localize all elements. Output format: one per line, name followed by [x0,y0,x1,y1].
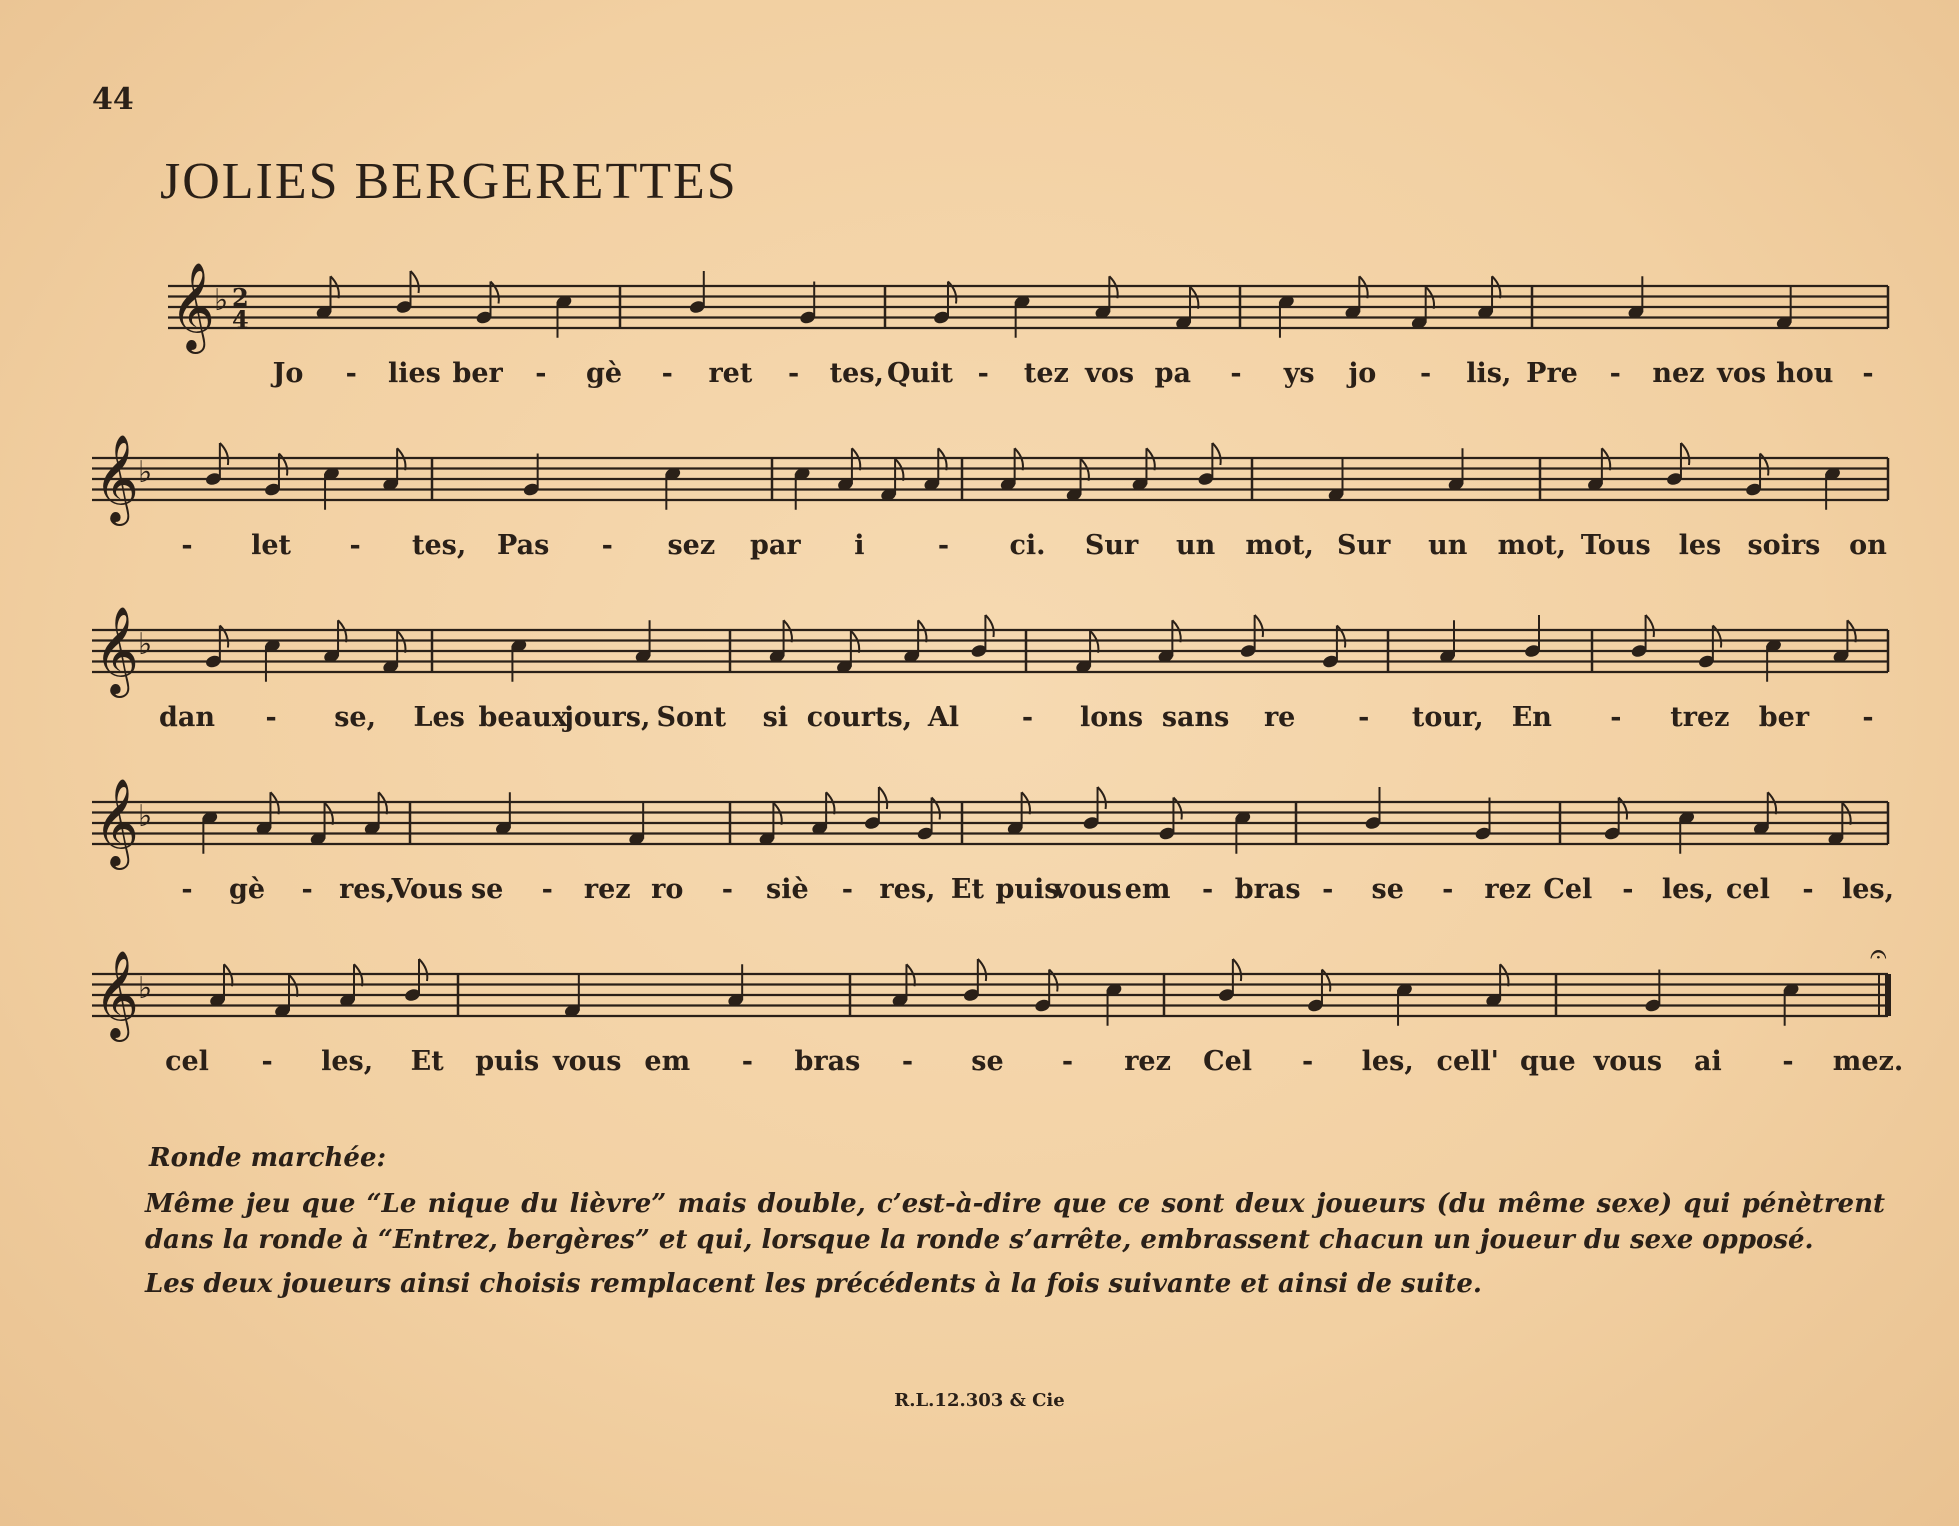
note-flag [411,271,419,293]
lyric-syllable: trez [1670,702,1730,733]
lyric-syllable: ber [1758,702,1810,733]
note-flag [948,282,956,304]
note-flag [289,975,297,997]
lyric-syllable: les [1678,530,1722,561]
instructions-heading: Ronde marchée: [149,1143,387,1173]
lyric-syllable: tes, [412,530,467,561]
fermata-icon: 𝄐 [1870,937,1887,972]
lyric-syllable: em [1124,874,1171,905]
lyric-syllable: jours, [564,702,651,733]
note-flag [224,964,232,986]
lyric-syllable: rez [1484,874,1532,905]
lyric-syllable: bras [1234,874,1301,905]
lyric-syllable: se [1371,874,1404,905]
note-flag [419,959,427,981]
lyric-syllable: - [535,358,547,389]
time-signature-bottom: 4 [232,305,249,334]
song-title: JOLIES BERGERETTES [160,153,738,210]
lyric-syllable: - [1622,874,1634,905]
lyric-syllable: les, [1361,1046,1414,1077]
flat-icon: ♭ [138,455,153,490]
note-flag [879,787,887,809]
instructions-paragraph-1: Même jeu que “Le nique du lièvre” mais double, c’est-à-dire que ce sont deux joueurs (du même sexe) qui pénètrent dans la ronde à “Entrez, bergères” et qui, lorsque la ronde s’arrête, embrassent chacun un joueur du sexe opposé. [145,1189,1885,1255]
lyric-syllable: jo [1348,358,1377,389]
note-flag [985,615,993,637]
lyric-syllable: tour, [1411,702,1484,733]
publisher-code: R.L.12.303 & Cie [894,1390,1065,1411]
note-flag [1081,459,1089,481]
note-flag [1359,276,1367,298]
lyric-syllable: re [1263,702,1296,733]
lyric-syllable: hou [1776,358,1834,389]
lyric-syllable: par [750,530,801,561]
note-flag [1109,276,1117,298]
lyric-syllable: em [644,1046,691,1077]
lyric-syllable: on [1849,530,1887,561]
note-flag [852,448,860,470]
note-flag [1492,276,1500,298]
note-flag [1173,798,1181,820]
lyric-syllable: puis [475,1046,540,1077]
lyric-syllable: Quit [887,358,953,389]
note-flag [397,448,405,470]
note-flag [220,443,228,465]
lyric-syllable: vous [552,1046,622,1077]
page-number: 44 [92,82,134,117]
lyric-syllable: sans [1161,702,1230,733]
lyric-syllable: Jo [272,358,304,389]
lyric-syllable: - [741,1046,753,1077]
lyric-syllable: i [854,530,865,561]
lyric-syllable: si [762,702,789,733]
note-flag [338,620,346,642]
lyric-syllable: Et [950,874,984,905]
lyric-syllable: - [1782,1046,1794,1077]
lyrics-line-4 [0,874,1959,914]
lyric-syllable: nez [1652,358,1705,389]
lyric-syllable: - [1862,702,1874,733]
lyric-syllable: Les [413,702,465,733]
note-flag [331,276,339,298]
lyric-syllable: puis [995,874,1060,905]
note-flag [1760,454,1768,476]
note-flag [773,803,781,825]
lyric-syllable: res, [879,874,936,905]
note-flag [918,620,926,642]
note-flag [1190,287,1198,309]
lyric-syllable: - [1021,702,1034,733]
lyric-syllable: - [1802,874,1814,905]
note-flag [1255,615,1263,637]
note-flag [851,631,859,653]
note-flag [978,959,986,981]
note-flag [895,459,903,481]
flat-icon: ♭ [138,627,153,662]
staff-system-1 [168,261,1888,354]
note-flag [354,964,362,986]
lyric-syllable: cel [1725,874,1770,905]
lyrics-line-5 [0,1046,1959,1086]
note-flag [1681,443,1689,465]
lyric-syllable: - [181,530,193,561]
lyric-syllable: ys [1283,358,1315,389]
note-flag [1098,787,1106,809]
lyric-syllable: - [181,874,193,905]
flat-icon: ♭ [138,799,153,834]
lyric-syllable: - [841,874,853,905]
lyric-syllable: beaux [478,702,568,733]
note-flag [325,803,333,825]
lyric-syllable: tez [1023,358,1069,389]
lyric-syllable: - [721,874,733,905]
note-flag [1768,792,1776,814]
note-flag [1322,970,1330,992]
note-flag [938,448,946,470]
lyric-syllable: - [345,358,357,389]
treble-clef-icon: 𝄞 [170,261,215,350]
note-flag [1022,792,1030,814]
lyrics-line-1 [0,358,1959,398]
lyric-syllable: Al [927,702,960,733]
lyric-syllable: se, [334,702,376,733]
lyric-syllable: - [901,1046,914,1077]
lyric-syllable: - [1201,874,1214,905]
treble-clef-icon: 𝄞 [94,433,139,522]
lyric-syllable: ber [452,358,503,389]
lyric-syllable: courts, [806,702,913,733]
lyric-syllable: let [251,530,292,561]
lyric-syllable: les, [1661,874,1714,905]
lyric-syllable: - [937,530,950,561]
lyric-syllable: - [787,358,800,389]
note-flag [1426,287,1434,309]
note-flag [279,454,287,476]
lyric-syllable: - [265,702,277,733]
lyric-syllable: se [470,874,504,905]
lyric-syllable: vous [1053,874,1122,905]
note-flag [906,964,914,986]
lyric-syllable: dan [158,702,216,733]
lyric-syllable: gè [229,874,266,905]
lyric-syllable: ai [1694,1046,1722,1077]
lyric-syllable: - [977,358,989,389]
note-flag [1337,626,1345,648]
lyric-syllable: - [1610,702,1622,733]
lyric-syllable: mot, [1245,530,1314,561]
note-flag [1646,615,1654,637]
note-flag [1842,803,1850,825]
lyric-syllable: les, [1841,874,1895,905]
lyric-syllable: pa [1154,358,1191,389]
lyric-syllable: gè [585,358,623,389]
lyric-syllable: vos [1717,358,1767,389]
treble-clef-icon: 𝄞 [94,777,139,866]
note-flag [397,631,405,653]
lyric-syllable: rez [583,874,631,905]
lyric-syllable: Sont [656,702,727,733]
lyric-syllable: - [349,530,361,561]
lyric-syllable: cell' [1436,1046,1499,1077]
note-flag [491,282,499,304]
lyric-syllable: En [1511,702,1552,733]
staff-system-4 [92,777,1888,870]
staff-system-5 [92,937,1888,1042]
flat-icon: ♭ [214,283,229,318]
note-flag [1146,448,1154,470]
lyric-syllable: - [601,530,613,561]
lyric-syllable: - [1609,358,1621,389]
note-flag [826,792,834,814]
staff-system-2 [92,433,1888,526]
note-flag [1619,798,1627,820]
lyric-syllable: que [1519,1046,1576,1077]
lyric-syllable: Vous [391,874,463,905]
instructions-paragraph-2: Les deux joueurs ainsi choisis remplacent les précédents à la fois suivante et ainsi de suite. [145,1269,1482,1299]
note-flag [1015,448,1023,470]
lyric-syllable: un [1428,530,1468,561]
lyric-syllable: vos [1085,358,1135,389]
lyric-syllable: Pas [497,530,550,561]
lyric-syllable: siè [766,874,809,905]
lyric-syllable: Et [410,1046,444,1077]
lyric-syllable: - [1302,1046,1314,1077]
lyric-syllable: sez [667,530,716,561]
lyric-syllable: lis, [1466,358,1512,389]
lyric-syllable: les, [321,1046,374,1077]
lyric-syllable: un [1175,530,1216,561]
lyric-syllable: ro [651,874,684,905]
note-flag [1500,964,1508,986]
note-flag [1847,620,1855,642]
game-instructions [145,1140,1885,1310]
note-flag [1212,443,1220,465]
note-flag [1602,448,1610,470]
note-flag [270,792,278,814]
lyric-syllable: - [1322,874,1334,905]
note-flag [1233,959,1241,981]
lyric-syllable: - [301,874,313,905]
lyric-syllable: lons [1079,702,1144,733]
lyric-syllable: - [1358,702,1370,733]
treble-clef-icon: 𝄞 [94,949,139,1038]
note-flag [1713,626,1721,648]
note-flag [784,620,792,642]
treble-clef-icon: 𝄞 [94,605,139,694]
lyric-syllable: tes, [829,358,884,389]
lyric-syllable: - [1061,1046,1074,1077]
time-signature-top: 2 [232,283,249,312]
lyric-syllable: - [1442,874,1454,905]
lyric-syllable: Sur [1337,530,1391,561]
lyric-syllable: rez [1124,1046,1171,1077]
lyric-syllable: - [261,1046,273,1077]
lyric-syllable: bras [794,1046,861,1077]
lyric-syllable: ret [708,358,753,389]
lyrics-line-2 [0,530,1959,570]
lyric-syllable: Pre [1526,358,1578,389]
lyric-syllable: Cel [1203,1046,1253,1077]
note-flag [1090,631,1098,653]
lyric-syllable: se [971,1046,1004,1077]
lyric-syllable: lies [387,358,441,389]
lyric-syllable: - [1230,358,1242,389]
lyric-syllable: mez. [1832,1046,1904,1077]
lyric-syllable: - [541,874,553,905]
flat-icon: ♭ [138,971,153,1006]
lyric-syllable: Cel [1543,874,1593,905]
lyric-syllable: mot, [1497,530,1567,561]
note-flag [220,626,228,648]
note-flag [379,792,387,814]
lyric-syllable: cel [165,1046,209,1077]
lyrics-line-3 [0,702,1959,742]
lyric-syllable: Tous [1580,530,1651,561]
note-flag [932,798,940,820]
lyric-syllable: - [1419,358,1432,389]
lyric-syllable: res, [339,874,396,905]
note-flag [1049,970,1057,992]
lyric-syllable: vous [1593,1046,1663,1077]
note-flag [1172,620,1180,642]
lyric-syllable: soirs [1747,530,1821,561]
lyric-syllable: - [1862,358,1874,389]
lyric-syllable: Sur [1084,530,1139,561]
staff-system-3 [92,605,1888,698]
lyric-syllable: ci. [1009,530,1046,561]
lyric-syllable: - [661,358,673,389]
